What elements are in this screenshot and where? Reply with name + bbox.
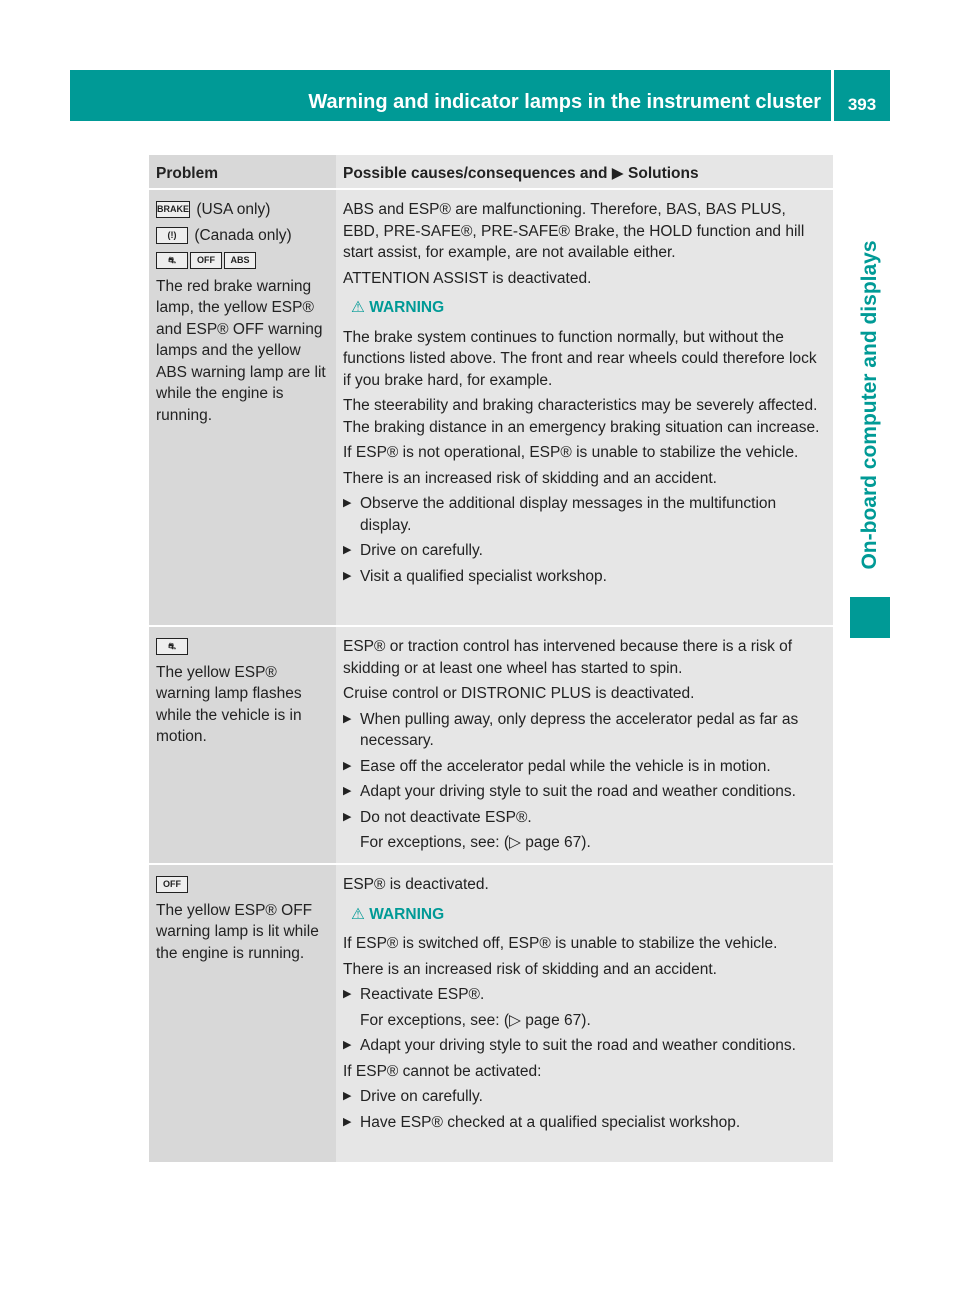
bullet: ▶ Reactivate ESP®. xyxy=(343,984,826,1006)
side-tab-label: On-board computer and displays xyxy=(858,240,881,570)
problem-text: The yellow ESP® OFF warning lamp is lit while the engine is running. xyxy=(156,901,319,962)
bullet: ▶ Drive on carefully. xyxy=(343,1086,826,1108)
text: The steerability and braking characteristics may be severely affected. The braking distance in an emergency braking situation can increase. xyxy=(343,397,820,436)
bullet: ▶ Observe the additional display messages in the multifunction display. xyxy=(343,493,826,536)
bullet: ▶ When pulling away, only depress the accelerator pedal as far as necessary. xyxy=(343,709,826,752)
text: There is an increased risk of skidding and an accident. xyxy=(343,960,717,978)
bullet: ▶ Ease off the accelerator pedal while the vehicle is in motion. xyxy=(343,756,826,778)
page-header-title: Warning and indicator lamps in the instrument cluster xyxy=(70,70,831,121)
text: The brake system continues to function normally, but without the functions listed above. The front and rear wheels could therefore lock if you brake hard, for example. xyxy=(343,328,817,389)
text: If ESP® cannot be activated: xyxy=(343,1062,542,1080)
warning-heading: ⚠ WARNING xyxy=(351,905,445,923)
bullet: ▶ Have ESP® checked at a qualified specialist workshop. xyxy=(343,1112,826,1134)
text: Cruise control or DISTRONIC PLUS is deactivated. xyxy=(343,685,695,702)
bullet: ▶ Drive on carefully. xyxy=(343,540,826,562)
abs-icon: ABS xyxy=(224,252,256,269)
side-tab xyxy=(850,225,890,585)
warning-heading: ⚠ WARNING xyxy=(351,299,445,316)
text: ESP® or traction control has intervened because there is a risk of skidding or at least one wheel has started to spin. xyxy=(343,638,793,677)
col-problem: Problem xyxy=(149,155,336,189)
page-reference: For exceptions, see: (▷ page 67). xyxy=(360,1011,591,1029)
text: There is an increased risk of skidding and an accident. xyxy=(343,469,717,487)
text: ESP® is deactivated. xyxy=(343,876,489,893)
text: ABS and ESP® are malfunctioning. Therefore, BAS, BAS PLUS, EBD, PRE-SAFE®, PRE-SAFE® Brake, the HOLD function and hill start assist, for example, are not available either. xyxy=(343,201,805,261)
bullet: ▶ Adapt your driving style to suit the road and weather conditions. xyxy=(343,1035,826,1057)
warning-icon: ⚠ xyxy=(351,905,365,923)
page-number: 393 xyxy=(834,70,890,121)
warning-icon: ⚠ xyxy=(351,299,365,316)
esp-icon: ⛐ xyxy=(156,252,188,269)
brake-icon: BRAKE xyxy=(156,201,190,218)
bullet: ▶ Visit a qualified specialist workshop. xyxy=(343,566,826,588)
warning-lamp-table xyxy=(149,155,833,1162)
bullet: ▶ Do not deactivate ESP®. xyxy=(343,807,826,829)
text: If ESP® is not operational, ESP® is unable to stabilize the vehicle. xyxy=(343,444,799,461)
problem-text: The red brake warning lamp, the yellow ESP® and ESP® OFF warning lamps and the yellow ABS warning lamp are lit while the engine is running. xyxy=(156,277,326,424)
col-solutions: Possible causes/consequences and ▶ Solutions xyxy=(336,155,833,189)
esp-off-icon: OFF xyxy=(156,876,188,893)
esp-off-icon: OFF xyxy=(190,252,222,269)
bullet: ▶ Adapt your driving style to suit the road and weather conditions. xyxy=(343,781,826,803)
brake-circle-icon: (!) xyxy=(156,227,188,244)
text: If ESP® is switched off, ESP® is unable to stabilize the vehicle. xyxy=(343,935,778,952)
page-reference: For exceptions, see: (▷ page 67). xyxy=(360,834,591,851)
canada-label: (Canada only) xyxy=(194,226,292,244)
text: ATTENTION ASSIST is deactivated. xyxy=(343,269,592,287)
table-row xyxy=(149,864,833,1162)
table-row xyxy=(149,189,833,626)
usa-label: (USA only) xyxy=(196,201,271,218)
table-row xyxy=(149,626,833,864)
problem-text: The yellow ESP® warning lamp flashes while the vehicle is in motion. xyxy=(156,663,302,745)
esp-icon: ⛐ xyxy=(156,638,188,655)
side-tab-marker xyxy=(850,597,890,638)
